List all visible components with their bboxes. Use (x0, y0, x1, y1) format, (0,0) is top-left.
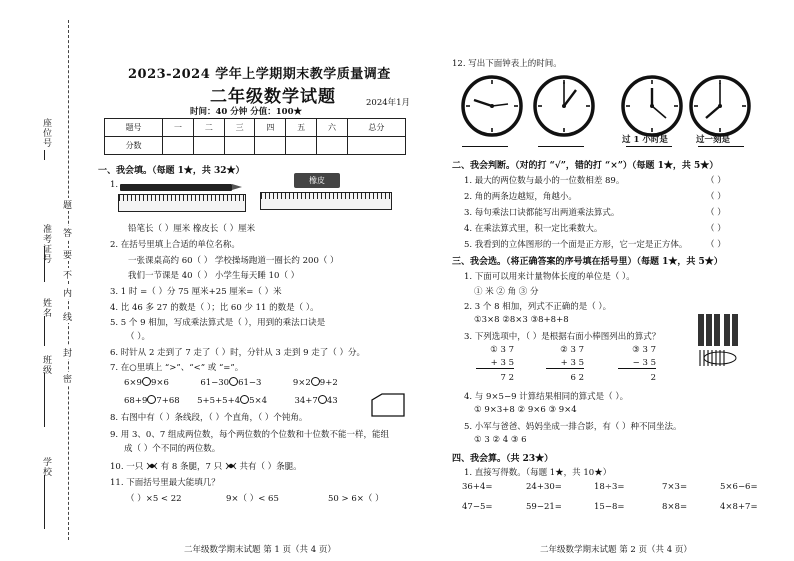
calc-item[interactable]: 47−5= (462, 502, 493, 512)
exam-title: 2023-2024 学年上学期期末教学质量调查 (128, 67, 391, 82)
vertical-calc-1-mid: + 3 5 (476, 358, 514, 369)
score-cell: 六 (317, 119, 348, 137)
vertical-calc-2-mid: + 3 5 (546, 358, 584, 369)
q12: 12. 写出下面钟表上的时间。 (452, 59, 562, 69)
compare-circle[interactable] (318, 395, 327, 404)
choice-q4-options: ① 9×3+8 ② 9×6 ③ 9×4 (474, 405, 577, 415)
clock-face-2 (532, 74, 596, 138)
clock-4-caption: 过一刻是 (696, 135, 731, 145)
calc-item[interactable]: 36+4= (462, 482, 493, 492)
choice-q2: 2. 3 个 8 相加，列式不正确的是（ ）。 (464, 302, 612, 312)
ruler-right (260, 192, 392, 210)
compare-right: 5×4 (249, 396, 268, 406)
judge-item: 1. 最大的两位数与最小的一位数相差 89。 (464, 176, 625, 186)
vertical-calc-3-top: ③ 3 7 (632, 345, 656, 355)
score-input-cell[interactable] (193, 137, 224, 155)
judge-answer-paren[interactable]: （ ） (706, 240, 726, 250)
clock-3-caption: 过 1 小时是 (622, 135, 668, 145)
class-label: 班级 (41, 355, 51, 375)
seal-char: 密 (61, 374, 71, 383)
seal-char: 线 (61, 312, 71, 321)
q9a: 9. 用 3、0、7 组成两位数，每个两位数的个位数和十位数不能一样，能组 (110, 430, 389, 440)
score-cell: 四 (255, 119, 286, 137)
spider-icon (225, 461, 237, 470)
calc-item[interactable]: 18÷3= (594, 482, 625, 492)
q4: 4. 比 46 多 27 的数是（ ）；比 60 少 11 的数是（ ）。 (110, 303, 319, 313)
seal-char: 封 (61, 348, 71, 357)
calc-item[interactable]: 24+30= (526, 482, 562, 492)
judge-item: 5. 我看到的立体图形的一个面是正方形，它一定是正方体。 (464, 240, 688, 250)
compare-left: 34+7 (294, 396, 318, 406)
q7-row-2 (124, 395, 338, 406)
judge-answer-paren[interactable]: （ ） (706, 224, 726, 234)
q3: 3. 1 时 =（ ）分 75 厘米+25 厘米=（ ）米 (110, 287, 282, 297)
q11a: （ ）×5 < 22 (126, 494, 182, 504)
compare-right: 61−3 (238, 378, 262, 388)
choice-q5: 5. 小军与爸爸、妈妈坐成一排合影，有（ ）种不同坐法。 (464, 422, 682, 432)
right-page (452, 0, 782, 561)
judge-item: 4. 在乘法算式里，积一定比乘数大。 (464, 224, 603, 234)
school-line (44, 475, 45, 529)
compare-right: 43 (326, 396, 338, 406)
section-2-heading: 二、我会判断。（对的打 “√”，错的打 “×”）（每题 1★，共 5★） (452, 161, 719, 171)
seal-char: 内 (61, 288, 71, 297)
page-1-footer: 二年级数学期末试题 第 1 页（共 4 页） (184, 545, 336, 555)
exam-subtitle: 二年级数学试题 (210, 87, 336, 107)
q10-part-a: 10. 一只 (110, 462, 144, 472)
section-4-heading: 四、我会算。（共 23★） (452, 454, 554, 464)
q11c: 50 > 6×（ ） (328, 494, 384, 504)
score-cell: 一 (163, 119, 194, 137)
judge-answer-paren[interactable]: （ ） (706, 176, 726, 186)
score-input-cell[interactable] (224, 137, 255, 155)
q11: 11. 下面括号里最大能填几？ (110, 478, 220, 488)
score-cell: 二 (193, 119, 224, 137)
clock-1-answer-line[interactable] (462, 146, 508, 147)
q1-number: 1. (110, 180, 119, 190)
score-table-score-row (105, 137, 406, 155)
section-1-heading: 一、我会填。（每题 1★，共 32★） (98, 166, 245, 176)
clock-face-3 (620, 74, 684, 138)
q8-shape-figure (370, 392, 406, 420)
pencil-image (120, 184, 232, 191)
compare-circle[interactable] (240, 395, 249, 404)
eraser-image: 橡皮 (294, 173, 340, 188)
q7: 7. 在○里填上 “>”、“<” 或 “=”。 (110, 363, 244, 373)
exam-number-line (44, 246, 45, 282)
q8: 8. 右图中有（ ）条线段，（ ）个直角，（ ）个钝角。 (110, 413, 308, 423)
compare-left: 68+9 (124, 396, 148, 406)
q6: 6. 时针从 2 走到了 7 走了（ ）时，分针从 3 走到 9 走了（ ）分。 (110, 348, 365, 358)
compare-circle[interactable] (147, 395, 156, 404)
clock-face-4 (688, 74, 752, 138)
clock-2-answer-line[interactable] (538, 146, 584, 147)
q5b: （ ）。 (126, 332, 150, 342)
calc-item[interactable]: 4×8+7= (720, 502, 758, 512)
vertical-calc-1-top: ① 3 7 (490, 345, 514, 355)
q11b: 9×（ ）< 65 (226, 494, 279, 504)
compare-right: 7+68 (156, 396, 180, 406)
compare-left: 9×2 (292, 378, 311, 388)
left-page (98, 0, 438, 561)
calc-instructions: 1. 直接写得数。（每题 1★，共 10★） (464, 468, 612, 478)
seat-number-line (44, 150, 45, 160)
vertical-calc-3-result: 2 (650, 373, 656, 383)
score-cell: 分数 (105, 137, 163, 155)
exam-number-label: 准考证号 (41, 224, 51, 264)
q1-answer: 铅笔长（ ）厘米 橡皮长（ ）厘米 (128, 224, 256, 234)
compare-right: 9×6 (150, 378, 169, 388)
section-3-heading: 三、我会选。（将正确答案的序号填在括号里）（每题 1★，共 5★） (452, 257, 723, 267)
spider-icon (146, 461, 158, 470)
clock-face-1 (460, 74, 524, 138)
score-cell: 题号 (105, 119, 163, 137)
class-line (44, 373, 45, 427)
choice-q2-options: ①3×8 ②8×3 ③8+8+8 (474, 315, 569, 325)
vertical-calc-2-top: ② 3 7 (560, 345, 584, 355)
seat-number-label: 座位号 (41, 118, 51, 148)
counting-sticks-figure (696, 312, 746, 370)
seal-char: 不 (61, 270, 71, 279)
choice-q1-options: ① 米 ② 角 ③ 分 (474, 287, 539, 297)
q5a: 5. 5 个 9 相加，写成乘法算式是（ ），用到的乘法口诀是 (110, 318, 326, 328)
seal-char: 题 (61, 200, 71, 209)
name-line (44, 316, 45, 346)
choice-q4: 4. 与 9×5−9 计算结果相同的算式是（ ）。 (464, 392, 629, 402)
score-cell: 总分 (347, 119, 405, 137)
score-input-cell[interactable] (347, 137, 405, 155)
compare-circle[interactable] (142, 377, 151, 386)
score-table (104, 118, 406, 155)
name-label: 姓名 (41, 298, 51, 318)
q10 (110, 460, 302, 472)
choice-q5-options: ① 3 ② 4 ③ 6 (474, 435, 527, 445)
q10-part-c: 共有（ ）条腿。 (239, 462, 302, 472)
vertical-calc-3-mid: − 3 5 (618, 358, 656, 369)
score-input-cell[interactable] (286, 137, 317, 155)
vertical-calc-2-result: 6 2 (570, 373, 584, 383)
q7-row-1 (124, 377, 338, 388)
page-2-footer: 二年级数学期末试题 第 2 页（共 4 页） (540, 545, 692, 555)
clock-3-answer-line[interactable] (626, 146, 672, 147)
school-label: 学校 (41, 457, 51, 477)
compare-right: 9+2 (319, 378, 338, 388)
compare-left: 61−30 (200, 378, 230, 388)
q10-part-b: 有 8 条腿，7 只 (160, 462, 223, 472)
calc-item[interactable]: 8×8= (662, 502, 688, 512)
vertical-calc-1-result: 7 2 (500, 373, 514, 383)
seal-char: 要 (61, 250, 71, 259)
score-cell: 三 (224, 119, 255, 137)
time-and-score: 时间：40 分钟 分值：100★ (190, 107, 302, 117)
score-input-cell[interactable] (255, 137, 286, 155)
choice-q3: 3. 下列选项中，（ ）是根据右面小棒图列出的算式？ (464, 332, 661, 342)
compare-left: 6×9 (124, 378, 142, 388)
choice-q1: 1. 下面可以用来计量物体长度的单位是（ ）。 (464, 272, 635, 282)
q2b: 我们一节课是 40（ ） 小学生每天睡 10（ ） (128, 271, 300, 281)
score-input-cell[interactable] (317, 137, 348, 155)
ruler-left (118, 194, 246, 212)
calc-item[interactable]: 5×6−6= (720, 482, 758, 492)
judge-answer-paren[interactable]: （ ） (706, 208, 726, 218)
score-input-cell[interactable] (163, 137, 194, 155)
score-cell: 五 (286, 119, 317, 137)
exam-date: 2024年1月 (366, 98, 411, 108)
q2a: 一张课桌高约 60（ ） 学校操场跑道一圈长约 200（ ） (128, 256, 339, 266)
score-table-header-row (105, 119, 406, 137)
calc-item[interactable]: 59−21= (526, 502, 562, 512)
calc-item[interactable]: 15−8= (594, 502, 625, 512)
q2: 2. 在括号里填上合适的单位名称。 (110, 240, 240, 250)
binding-margin (0, 0, 96, 561)
compare-circle[interactable] (311, 377, 320, 386)
q9b: 成（ ）个不同的两位数。 (124, 444, 221, 454)
judge-item: 3. 每句乘法口诀都能写出两道乘法算式。 (464, 208, 620, 218)
clock-4-answer-line[interactable] (698, 146, 744, 147)
judge-answer-paren[interactable]: （ ） (706, 192, 726, 202)
judge-item: 2. 角的两条边越短，角越小。 (464, 192, 577, 202)
seal-char: 答 (61, 228, 71, 237)
compare-left: 5+5+5+4 (197, 396, 241, 406)
calc-item[interactable]: 7×3= (662, 482, 688, 492)
compare-circle[interactable] (229, 377, 238, 386)
